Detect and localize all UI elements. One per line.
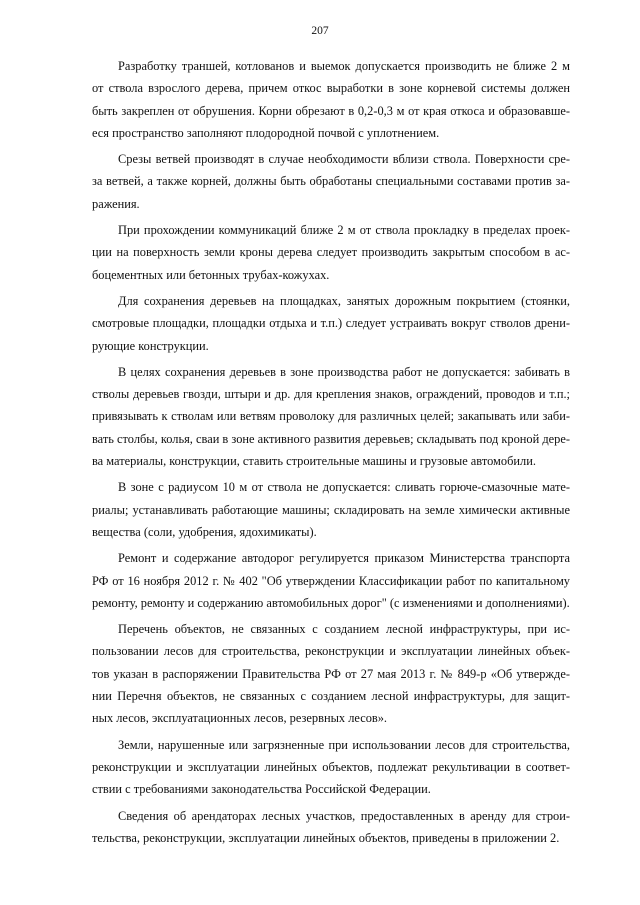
text-line: вать столбы, колья, сваи в зоне активного развития деревьев; складывать под кроной дере- — [92, 431, 570, 446]
paragraph — [92, 55, 570, 144]
text-line: ва материалы, конструкции, ставить строительные машины и грузовые автомобили. — [92, 454, 536, 469]
paragraph — [92, 547, 570, 614]
text-line: ствии с требованиями законодательства Российской Федерации. — [92, 782, 431, 797]
text-line: за ветвей, а также корней, должны быть обработаны специальными составами против за- — [92, 174, 570, 189]
text-line: тов указан в распоряжении Правительства РФ от 27 мая 2013 г. № 849-р «Об утвержде- — [92, 666, 570, 681]
text-line: пользовании лесов для строительства, реконструкции и эксплуатации линейных объек- — [92, 644, 570, 659]
text-line: вещества (соли, удобрения, ядохимикаты). — [92, 524, 317, 539]
paragraph — [92, 805, 570, 850]
text-line: реконструкции и эксплуатации линейных объектов, подлежат рекультивации в соответ- — [92, 759, 570, 774]
text-line: риалы; устанавливать работающие машины; складировать на земле химически активные — [92, 502, 570, 517]
text-line: ных лесов, эксплуатационных лесов, резервных лесов». — [92, 711, 388, 726]
text-line: Перечень объектов, не связанных с созданием лесной инфраструктуры, при ис- — [118, 622, 570, 637]
paragraph — [92, 290, 570, 357]
document-body — [92, 55, 570, 853]
text-line: В целях сохранения деревьев в зоне производства работ не допускается: забивать в — [118, 364, 570, 379]
text-line: Сведения об арендаторах лесных участков, предоставленных в аренду для строи- — [118, 808, 570, 823]
paragraph — [92, 734, 570, 801]
text-line: еся пространство заполняют плодородной почвой с уплотнением. — [92, 125, 440, 140]
text-line: ремонту, ремонту и содержанию автомобильных дорог" (с изменениями и дополнениями). — [92, 595, 570, 610]
text-line: ражения. — [92, 196, 140, 211]
page-number: 207 — [311, 25, 329, 37]
text-line: привязывать к стволам или ветвям проволоку для различных целей; закапывать или заби- — [92, 409, 570, 424]
text-line: боцементных или бетонных трубах-кожухах. — [92, 267, 330, 282]
text-line: Срезы ветвей производят в случае необходимости вблизи ствола. Поверхности сре- — [118, 152, 570, 167]
text-line: смотровые площадки, площадки отдыха и т.п.) следует устраивать вокруг стволов дрени- — [92, 316, 570, 331]
paragraph — [92, 148, 570, 215]
text-line: стволы деревьев гвозди, штыри и др. для крепления знаков, ограждений, проводов и т.п.; — [92, 387, 570, 402]
paragraph — [92, 476, 570, 543]
paragraph — [92, 618, 570, 729]
text-line: Земли, нарушенные или загрязненные при использовании лесов для строительства, — [118, 737, 570, 752]
paragraph — [92, 361, 570, 472]
text-line: ции на поверхность земли кроны дерева следует производить закрытым способом в ас- — [92, 245, 570, 260]
text-line: тельства, реконструкции, эксплуатации линейных объектов, приведены в приложении 2. — [92, 830, 560, 845]
text-line: РФ от 16 ноября 2012 г. № 402 "Об утверждении Классификации работ по капитальному — [92, 573, 570, 588]
text-line: рующие конструкции. — [92, 338, 209, 353]
text-line: В зоне с радиусом 10 м от ствола не допускается: сливать горюче-смазочные мате- — [118, 480, 570, 495]
text-line: нии Перечня объектов, не связанных с созданием лесной инфраструктуры, для защит- — [92, 689, 570, 704]
text-line: от ствола взрослого дерева, причем откос выработки в зоне корневой системы должен — [92, 81, 570, 96]
text-line: Для сохранения деревьев на площадках, занятых дорожным покрытием (стоянки, — [118, 293, 570, 308]
paragraph — [92, 219, 570, 286]
text-line: При прохождении коммуникаций ближе 2 м от ствола прокладку в пределах проек- — [118, 223, 570, 238]
text-line: быть закреплен от обрушения. Корни обрезают в 0,2-0,3 м от края откоса и образовавше- — [92, 103, 570, 118]
text-line: Ремонт и содержание автодорог регулируется приказом Министерства транспорта — [118, 551, 570, 566]
text-line: Разработку траншей, котлованов и выемок допускается производить не ближе 2 м — [118, 59, 570, 73]
